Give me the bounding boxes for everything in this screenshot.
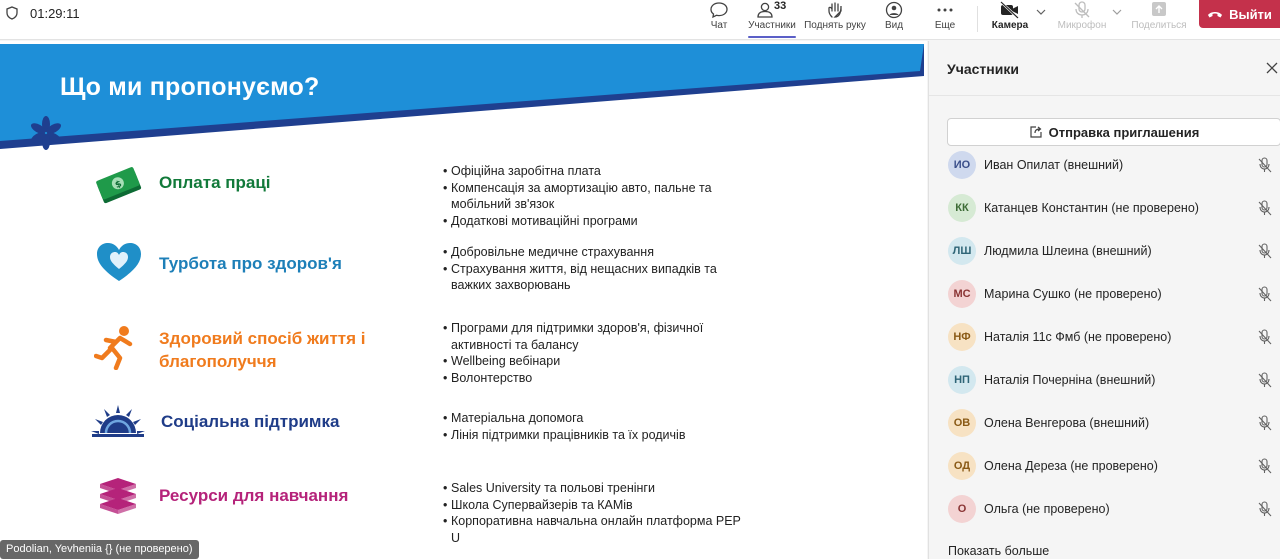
more-label: Еще: [934, 20, 956, 31]
shared-presentation: [0, 41, 927, 559]
participant-name: Наталія Почерніна (внешний): [984, 373, 1156, 387]
more-icon: [935, 1, 955, 19]
participant-name: Наталія 11с Фмб (не проверено): [984, 330, 1172, 344]
bullet-item: • Додаткові мотиваційні програми: [443, 213, 743, 230]
close-icon[interactable]: [1265, 61, 1279, 75]
avatar: МС: [948, 280, 976, 308]
show-more-link[interactable]: Показать больше: [948, 544, 1050, 558]
bullet-item: • Волонтерство: [443, 370, 743, 387]
participant-row[interactable]: [947, 407, 1280, 441]
avatar: ОВ: [948, 409, 976, 437]
send-invite-button[interactable]: [947, 118, 1280, 146]
participant-row[interactable]: [947, 364, 1280, 398]
participant-row[interactable]: [947, 235, 1280, 269]
bullet-item: • Матеріальна допомога: [443, 410, 743, 427]
participant-name: Ольга (не проверено): [984, 502, 1110, 516]
leave-button[interactable]: [1199, 0, 1280, 28]
toolbar-divider: [977, 6, 978, 32]
camera-button[interactable]: [990, 0, 1030, 40]
participants-count: 33: [774, 0, 787, 12]
slide-title: Що ми пропонуємо?: [60, 73, 320, 101]
microphone-muted-icon: [1258, 458, 1272, 474]
participant-name: Людмила Шлеина (внешний): [984, 244, 1152, 258]
active-tab-indicator: [748, 36, 796, 38]
section-title-wellbeing-line1: Здоровий спосіб життя і: [159, 329, 366, 348]
hang-up-icon: [1207, 9, 1223, 19]
bullet-item: • Страхування життя, від нещасних випадків та важких захворювань: [443, 261, 743, 294]
participant-row[interactable]: [947, 493, 1280, 527]
microphone-muted-icon: [1258, 243, 1272, 259]
participants-label: Участники: [748, 20, 796, 31]
participant-name: Олена Венгерова (внешний): [984, 416, 1150, 430]
participants-button[interactable]: [746, 0, 798, 40]
leave-label: Выйти: [1229, 6, 1272, 22]
participant-name: Марина Сушко (не проверено): [984, 287, 1162, 301]
microphone-muted-icon: [1258, 372, 1272, 388]
participant-name: Иван Опилат (внешний): [984, 158, 1124, 172]
camera-options-chevron-icon[interactable]: [1036, 8, 1046, 16]
microphone-button[interactable]: [1054, 0, 1110, 40]
people-icon: [755, 1, 775, 19]
share-icon: [1149, 1, 1169, 19]
microphone-options-chevron-icon[interactable]: [1112, 8, 1122, 16]
bullet-list-social: [443, 410, 743, 443]
view-button[interactable]: [879, 0, 909, 40]
avatar: ОД: [948, 452, 976, 480]
heart-hand-icon: [94, 241, 144, 285]
shield-icon: [6, 6, 18, 20]
participant-row[interactable]: [947, 278, 1280, 312]
microphone-muted-icon: [1258, 286, 1272, 302]
camera-label: Камера: [991, 20, 1029, 31]
raise-hand-button[interactable]: [802, 0, 868, 40]
microphone-muted-icon: [1258, 501, 1272, 517]
avatar: НП: [948, 366, 976, 394]
svg-text:$: $: [113, 179, 124, 191]
hand-icon: [825, 1, 845, 19]
meeting-timer: 01:29:11: [30, 6, 80, 21]
share-arrow-icon: [1029, 125, 1043, 139]
bullet-list-wellbeing: [443, 320, 743, 386]
section-title-health: Турбота про здоров'я: [159, 254, 342, 273]
bullet-list-salary: [443, 163, 743, 229]
send-invite-label: Отправка приглашения: [1048, 124, 1200, 140]
microphone-muted-icon: [1258, 329, 1272, 345]
chat-button[interactable]: [704, 0, 734, 40]
camera-off-icon: [999, 1, 1021, 19]
bullet-item: • Лінія підтримки працівників та їх родичів: [443, 427, 743, 444]
section-title-learning: Ресурси для навчання: [159, 486, 349, 505]
avatar: ЛШ: [948, 237, 976, 265]
participant-row[interactable]: [947, 321, 1280, 355]
sunrise-icon: [90, 403, 146, 439]
money-icon: [94, 163, 144, 209]
presenter-name-tag: Podolian, Yevheniia {} (не проверено): [0, 540, 199, 559]
participants-panel: [928, 41, 1280, 559]
bullet-item: • Корпоративна навчальна онлайн платформа PEP U: [443, 513, 743, 546]
panel-title: Участники: [947, 61, 1019, 77]
bullet-item: • Wellbeing вебінари: [443, 353, 743, 370]
participant-row[interactable]: [947, 149, 1280, 183]
raise-hand-label: Поднять руку: [804, 20, 866, 31]
view-label: Вид: [884, 20, 904, 31]
section-title-wellbeing-line2: благополуччя: [159, 352, 277, 371]
avatar: НФ: [948, 323, 976, 351]
bullet-item: • Програми для підтримки здоров'я, фізичної активності та балансу: [443, 320, 743, 353]
microphone-muted-icon: [1258, 415, 1272, 431]
avatar: КК: [948, 194, 976, 222]
participant-name: Олена Дереза (не проверено): [984, 459, 1158, 473]
share-button[interactable]: [1130, 0, 1188, 40]
chat-label: Чат: [710, 20, 728, 31]
bullet-item: • Офіційна заробітна плата: [443, 163, 743, 180]
bullet-list-health: [443, 244, 743, 294]
section-title-social: Соціальна підтримка: [161, 412, 340, 431]
microphone-label: Микрофон: [1057, 20, 1107, 31]
running-figure-icon: [94, 324, 138, 370]
panel-divider: [929, 95, 1280, 96]
avatar: О: [948, 495, 976, 523]
section-title-salary: Оплата праці: [159, 173, 271, 192]
participant-row[interactable]: [947, 450, 1280, 484]
avatar: ИО: [948, 151, 976, 179]
microphone-muted-icon: [1258, 200, 1272, 216]
meeting-toolbar: [0, 0, 1280, 40]
bullet-item: • Добровільне медичне страхування: [443, 244, 743, 261]
participant-row[interactable]: [947, 192, 1280, 226]
bullet-list-learning: [443, 480, 743, 546]
books-icon: [96, 474, 140, 516]
bullet-item: • Sales University та польові тренінги: [443, 480, 743, 497]
view-icon: [884, 1, 904, 19]
bullet-item: • Школа Супервайзерів та КАМів: [443, 497, 743, 514]
microphone-off-icon: [1072, 1, 1092, 19]
share-label: Поделиться: [1131, 20, 1187, 31]
participant-name: Катанцев Константин (не проверено): [984, 201, 1199, 215]
chat-icon: [709, 1, 729, 19]
bullet-item: • Компенсація за амортизацію авто, пальне та мобільний зв'язок: [443, 180, 743, 213]
more-button[interactable]: [930, 0, 960, 40]
microphone-muted-icon: [1258, 157, 1272, 173]
